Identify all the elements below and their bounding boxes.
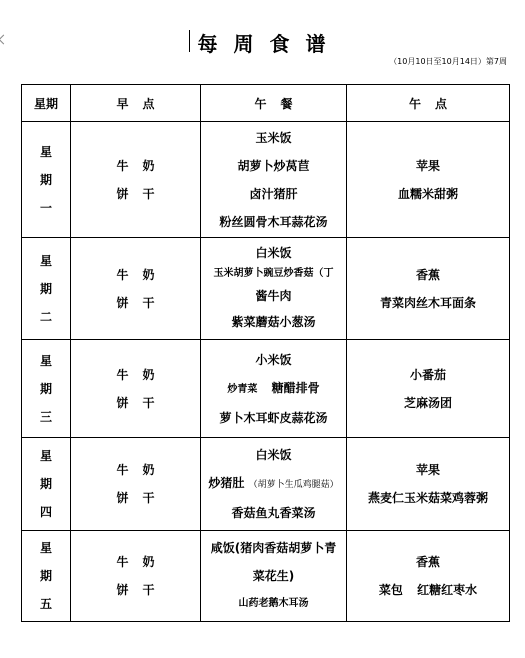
snack-item: 芝麻汤团 xyxy=(403,395,452,410)
day-cell xyxy=(22,438,71,531)
weekly-menu-table xyxy=(21,84,510,622)
lunch-item: 菜花生) xyxy=(252,569,295,583)
snack-cell xyxy=(347,238,510,340)
breakfast-item: 牛奶 xyxy=(116,158,169,173)
snack-item: 燕麦仁玉米菇菜鸡蓉粥 xyxy=(367,491,488,505)
day-char: 星 xyxy=(39,449,52,463)
header-snack: 午点 xyxy=(347,85,510,122)
table-row xyxy=(22,340,510,438)
snack-cell xyxy=(347,438,510,531)
lunch-item: 胡萝卜炒莴苣 xyxy=(237,158,310,173)
breakfast-item: 饼干 xyxy=(116,491,169,505)
breakfast-item: 牛奶 xyxy=(116,463,169,477)
lunch-item: 白米饭 xyxy=(255,448,292,462)
day-char: 星 xyxy=(39,144,52,159)
day-char: 星 xyxy=(39,541,52,555)
lunch-item-group xyxy=(201,374,346,404)
snack-item: 香蕉 xyxy=(415,555,440,569)
breakfast-item: 饼干 xyxy=(116,295,169,310)
lunch-item-note: （胡萝卜生瓜鸡腿菇） xyxy=(248,480,339,490)
breakfast-item: 饼干 xyxy=(116,395,169,410)
lunch-item: 玉米饭 xyxy=(255,130,292,145)
lunch-item: 炒青菜 xyxy=(227,383,258,395)
day-cell xyxy=(22,340,71,438)
lunch-item: 咸饭(猪肉香菇胡萝卜青 xyxy=(210,541,337,555)
day-char: 五 xyxy=(39,597,52,611)
table-row xyxy=(22,122,510,238)
page-title: 每周食谱 xyxy=(197,32,342,56)
lunch-item: 小米饭 xyxy=(255,352,292,367)
day-char: 星 xyxy=(39,253,52,268)
snack-cell xyxy=(347,340,510,438)
breakfast-item: 牛奶 xyxy=(116,555,169,569)
lunch-item: 萝卜木耳虾皮蒜花汤 xyxy=(219,410,328,425)
snack-item: 苹果 xyxy=(415,158,440,173)
breakfast-item: 牛奶 xyxy=(116,367,169,382)
lunch-cell xyxy=(201,238,347,340)
snack-item: 菜包 xyxy=(378,583,403,597)
lunch-item: 山药老鹅木耳汤 xyxy=(238,598,309,609)
breakfast-item: 牛奶 xyxy=(116,267,169,282)
header-row xyxy=(22,85,510,122)
date-range-subtitle: （10月10日至10月14日）第7周 xyxy=(389,57,507,66)
breakfast-cell xyxy=(71,531,201,622)
day-cell xyxy=(22,238,71,340)
day-char: 星 xyxy=(39,353,52,368)
breakfast-item: 饼干 xyxy=(116,186,169,201)
snack-item: 红糖红枣水 xyxy=(417,583,478,597)
lunch-item: 粉丝圆骨木耳蒜花汤 xyxy=(219,214,328,229)
snack-item: 香蕉 xyxy=(415,267,440,282)
lunch-item: 玉米胡萝卜豌豆炒香菇（丁 xyxy=(213,267,334,279)
snack-cell xyxy=(347,531,510,622)
day-cell xyxy=(22,122,71,238)
breakfast-cell xyxy=(71,238,201,340)
lunch-item: 卤汁猪肝 xyxy=(249,186,298,201)
table-row xyxy=(22,238,510,340)
day-char: 期 xyxy=(39,381,52,396)
snack-item-group xyxy=(347,576,509,604)
header-breakfast: 早点 xyxy=(71,85,201,122)
lunch-item: 紫菜蘑菇小葱汤 xyxy=(231,314,316,329)
lunch-item: 糖醋排骨 xyxy=(271,380,320,395)
day-char: 期 xyxy=(39,569,52,583)
lunch-item: 酱牛肉 xyxy=(255,288,292,303)
lunch-item: 白米饭 xyxy=(255,245,292,260)
day-char: 二 xyxy=(39,309,52,324)
header-lunch: 午餐 xyxy=(201,85,347,122)
lunch-cell xyxy=(201,122,347,238)
day-char: 期 xyxy=(39,281,52,296)
lunch-item: 香菇鱼丸香菜汤 xyxy=(231,506,316,520)
breakfast-cell xyxy=(71,340,201,438)
lunch-cell xyxy=(201,438,347,531)
snack-item: 血糯米甜粥 xyxy=(397,186,458,201)
table-row xyxy=(22,531,510,622)
day-char: 四 xyxy=(39,505,52,519)
snack-item: 小番茄 xyxy=(409,367,446,382)
day-char: 一 xyxy=(39,200,52,215)
breakfast-cell xyxy=(71,438,201,531)
lunch-cell xyxy=(201,340,347,438)
lunch-cell xyxy=(201,531,347,622)
day-char: 期 xyxy=(39,172,52,187)
snack-cell xyxy=(347,122,510,238)
snack-item: 苹果 xyxy=(415,463,440,477)
breakfast-item: 饼干 xyxy=(116,583,169,597)
day-char: 三 xyxy=(39,409,52,424)
lunch-item-group xyxy=(201,469,346,499)
table-row xyxy=(22,438,510,531)
day-cell xyxy=(22,531,71,622)
breakfast-cell xyxy=(71,122,201,238)
snack-item: 青菜肉丝木耳面条 xyxy=(379,295,476,310)
day-char: 期 xyxy=(39,477,52,491)
lunch-item: 炒猪肚 xyxy=(208,476,245,490)
header-day: 星期 xyxy=(22,85,71,122)
